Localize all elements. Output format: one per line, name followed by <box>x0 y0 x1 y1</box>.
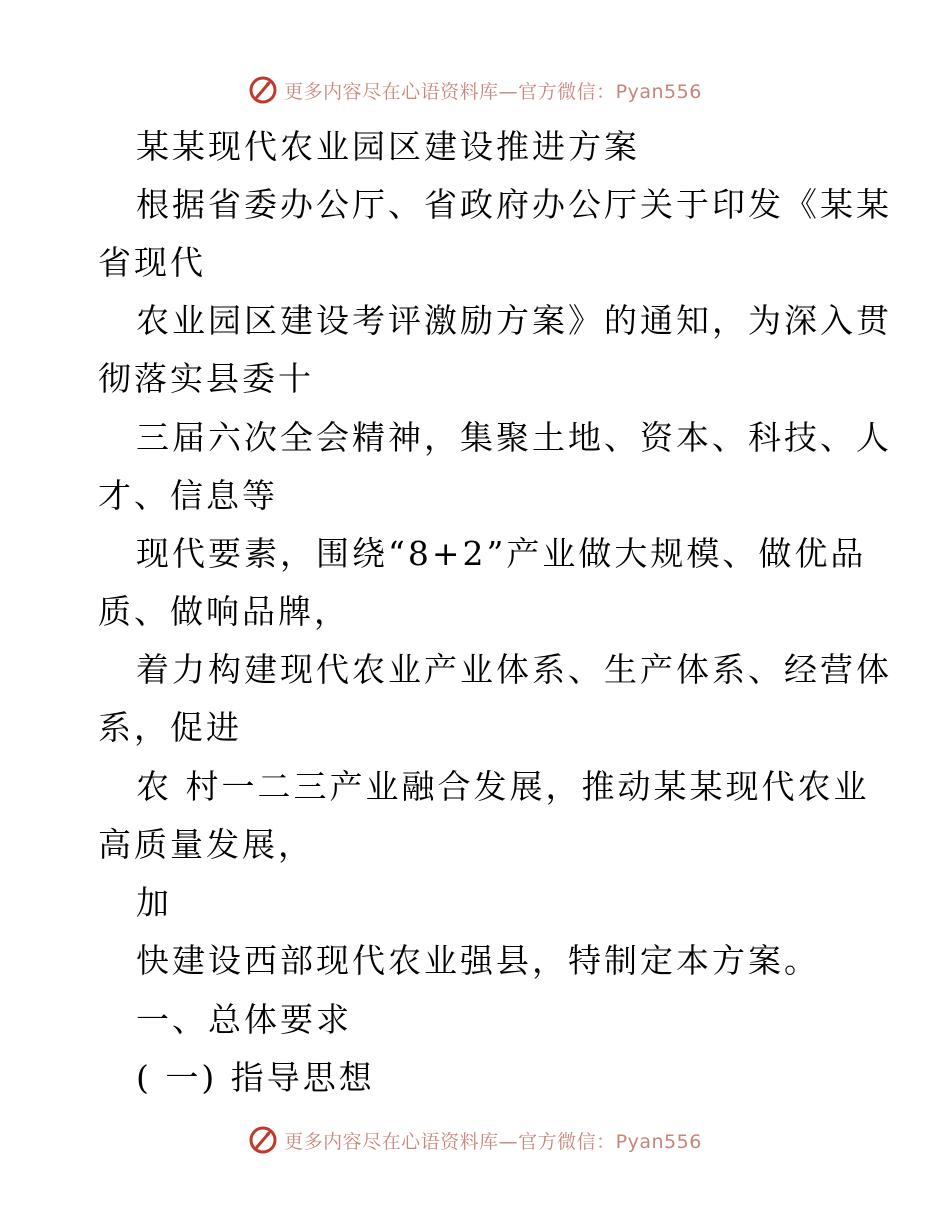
paragraph-line: 加 <box>136 883 172 922</box>
section-heading: 一、总体要求 <box>136 1000 352 1039</box>
paragraph-line: 质、做响品牌， <box>98 592 350 631</box>
paragraph-line: 着力构建现代农业产业体系、生产体系、经营体 <box>136 650 892 689</box>
paragraph-line: 系，促进 <box>98 708 242 747</box>
paragraph-line: 现代要素，围绕“8+2”产业做大规模、做优品 <box>136 534 867 573</box>
watermark-footer <box>0 1120 950 1160</box>
watermark-text: 更多内容尽在心语资料库—官方微信：Pyan556 <box>284 80 702 103</box>
paragraph-line: 才、信息等 <box>98 476 278 515</box>
paragraph-line: 根据省委办公厅、省政府办公厅关于印发《某某 <box>136 185 892 224</box>
document-title: 某某现代农业园区建设推进方案 <box>136 127 640 166</box>
watermark-header <box>0 70 950 110</box>
paragraph-line: 快建设西部现代农业强县，特制定本方案。 <box>136 941 820 980</box>
quill-seal-icon <box>248 75 278 105</box>
subsection-heading: ( 一) 指导思想 <box>136 1058 375 1097</box>
paragraph-line: 彻落实县委十 <box>98 359 314 398</box>
paragraph-line: 农业园区建设考评激励方案》的通知，为深入贯 <box>136 301 892 340</box>
paragraph-line: 农 村一二三产业融合发展，推动某某现代农业 <box>136 767 870 806</box>
paragraph-line: 省现代 <box>98 243 206 282</box>
quill-seal-icon <box>248 1125 278 1155</box>
paragraph-line: 高质量发展， <box>98 825 314 864</box>
watermark-text: 更多内容尽在心语资料库—官方微信：Pyan556 <box>284 1130 702 1153</box>
paragraph-line: 三届六次全会精神，集聚土地、资本、科技、人 <box>136 418 892 457</box>
